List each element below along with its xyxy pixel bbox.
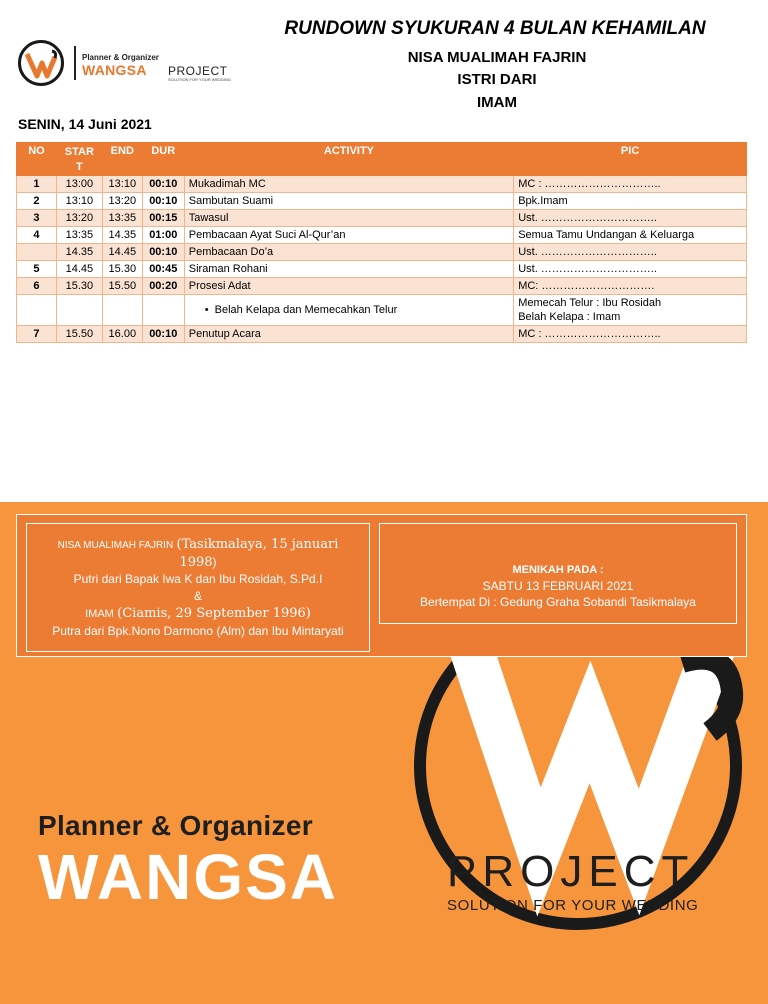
logo-wangsa-text: WANGSA [82, 62, 147, 78]
married-box [379, 523, 737, 624]
header-line-2: ISTRI DARI [457, 71, 537, 88]
wangsa-emblem-icon [18, 40, 64, 86]
cell-activity: Prosesi Adat [184, 278, 513, 295]
cell-activity: Tawasul [184, 210, 513, 227]
header-end: END [102, 143, 142, 176]
table-row [17, 193, 747, 210]
brand-project: PROJECT [447, 847, 695, 896]
bride-birth-line [27, 554, 369, 571]
cell-end: 16.00 [102, 326, 142, 343]
header-no: NO [17, 143, 57, 176]
header-dur: DUR [142, 143, 184, 176]
cell-no: 6 [17, 278, 57, 295]
brand-planner-organizer: Planner & Organizer [38, 810, 313, 841]
married-venue: Bertempat Di : Gedung Graha Sobandi Tasikmalaya [420, 595, 696, 609]
brand-footer [0, 502, 768, 1004]
pic-line-2: Belah Kelapa : Imam [518, 311, 621, 323]
logo-divider [74, 46, 76, 80]
table-row [17, 210, 747, 227]
couple-box [26, 523, 370, 652]
header-start: STAR T [56, 143, 102, 176]
cell-dur: 00:10 [142, 326, 184, 343]
cell-no [17, 244, 57, 261]
cell-dur: 00:10 [142, 193, 184, 210]
brand-solution: SOLUTION FOR YOUR WEDDING [447, 897, 699, 914]
header-pic: PIC [514, 143, 747, 176]
bride-birth-b: 1998 [179, 555, 213, 570]
cell-no [17, 295, 57, 326]
cell-start: 13:20 [56, 210, 102, 227]
pic-line-1: Memecah Telur : Ibu Rosidah [518, 297, 662, 309]
table-row [17, 227, 747, 244]
brand-wangsa: WANGSA [38, 841, 338, 913]
cell-start: 13:35 [56, 227, 102, 244]
married-date: SABTU 13 FEBRUARI 2021 [482, 579, 634, 593]
cell-start [56, 295, 102, 326]
groom-line [27, 605, 369, 623]
groom-name: IMAM [85, 608, 114, 620]
wangsa-logo-small [18, 40, 233, 90]
event-date: SENIN, 14 Juni 2021 [18, 116, 152, 132]
table-row [17, 326, 747, 343]
table-row [17, 244, 747, 261]
cell-activity: Penutup Acara [184, 326, 513, 343]
bride-name: NISA MUALIMAH FAJRIN [57, 540, 174, 551]
bride-line [27, 536, 369, 554]
cell-end: 13:10 [102, 176, 142, 193]
cell-end: 13:20 [102, 193, 142, 210]
married-label: MENIKAH PADA : [512, 564, 604, 576]
header-activity: ACTIVITY [184, 143, 513, 176]
cell-dur: 01:00 [142, 227, 184, 244]
cell-activity: Siraman Rohani [184, 261, 513, 278]
cell-pic: Ust. ………………………….. [514, 261, 747, 278]
cell-pic: MC: …………………………. [514, 278, 747, 295]
cell-start: 14.35 [56, 244, 102, 261]
info-panel [16, 514, 747, 657]
cell-no: 3 [17, 210, 57, 227]
table-row [17, 278, 747, 295]
bride-birth-a: (Tasikmalaya, 15 januari [176, 537, 339, 552]
cell-start: 13:00 [56, 176, 102, 193]
cell-activity: Pembacaan Do’a [184, 244, 513, 261]
cell-pic [514, 295, 747, 326]
cell-no: 4 [17, 227, 57, 244]
cell-pic: Semua Tamu Undangan & Keluarga [514, 227, 747, 244]
cell-pic: Ust. ………………………….. [514, 210, 747, 227]
groom-birth: (Ciamis, 29 September 1996) [117, 606, 311, 621]
bride-parents: Putri dari Bapak Iwa K dan Ibu Rosidah, S.Pd.I [73, 572, 323, 586]
table-row [17, 261, 747, 278]
cell-activity-bullet: • Belah Kelapa dan Memecahkan Telur [184, 295, 513, 326]
cell-end: 14.35 [102, 227, 142, 244]
cell-no: 7 [17, 326, 57, 343]
page-title: RUNDOWN SYUKURAN 4 BULAN KEHAMILAN [284, 18, 706, 39]
cell-activity: Mukadimah MC [184, 176, 513, 193]
header-line-1: NISA MUALIMAH FAJRIN [407, 49, 587, 66]
cell-no: 5 [17, 261, 57, 278]
cell-end: 15.50 [102, 278, 142, 295]
table-row [17, 176, 747, 193]
groom-parents: Putra dari Bpk.Nono Darmono (Alm) dan Ibu Mintaryati [52, 624, 344, 638]
cell-end: 13:35 [102, 210, 142, 227]
cell-start: 15.50 [56, 326, 102, 343]
cell-activity: Sambutan Suami [184, 193, 513, 210]
cell-pic: MC : ………………………….. [514, 176, 747, 193]
cell-dur [142, 295, 184, 326]
header-line-3: IMAM [477, 94, 517, 111]
rundown-table [16, 142, 747, 343]
bride-birth-c: ) [212, 555, 217, 569]
cell-start: 13:10 [56, 193, 102, 210]
cell-dur: 00:10 [142, 244, 184, 261]
cell-start: 14.45 [56, 261, 102, 278]
logo-project-text: PROJECT [168, 64, 228, 78]
cell-pic: MC : ………………………….. [514, 326, 747, 343]
logo-solution-text: SOLUTION FOR YOUR WEDDING [168, 77, 232, 82]
table-header-row [17, 143, 747, 176]
cell-end: 14.45 [102, 244, 142, 261]
cell-no: 1 [17, 176, 57, 193]
cell-end [102, 295, 142, 326]
cell-pic: Ust. ………………………….. [514, 244, 747, 261]
cell-activity: Pembacaan Ayat Suci Al-Qur’an [184, 227, 513, 244]
cell-dur: 00:45 [142, 261, 184, 278]
cell-dur: 00:10 [142, 176, 184, 193]
cell-dur: 00:20 [142, 278, 184, 295]
table-row [17, 295, 747, 326]
cell-start: 15.30 [56, 278, 102, 295]
cell-no: 2 [17, 193, 57, 210]
cell-dur: 00:15 [142, 210, 184, 227]
logo-planner-text: Planner & Organizer [82, 53, 159, 62]
cell-end: 15.30 [102, 261, 142, 278]
cell-pic: Bpk.Imam [514, 193, 747, 210]
ampersand: & [193, 589, 202, 603]
